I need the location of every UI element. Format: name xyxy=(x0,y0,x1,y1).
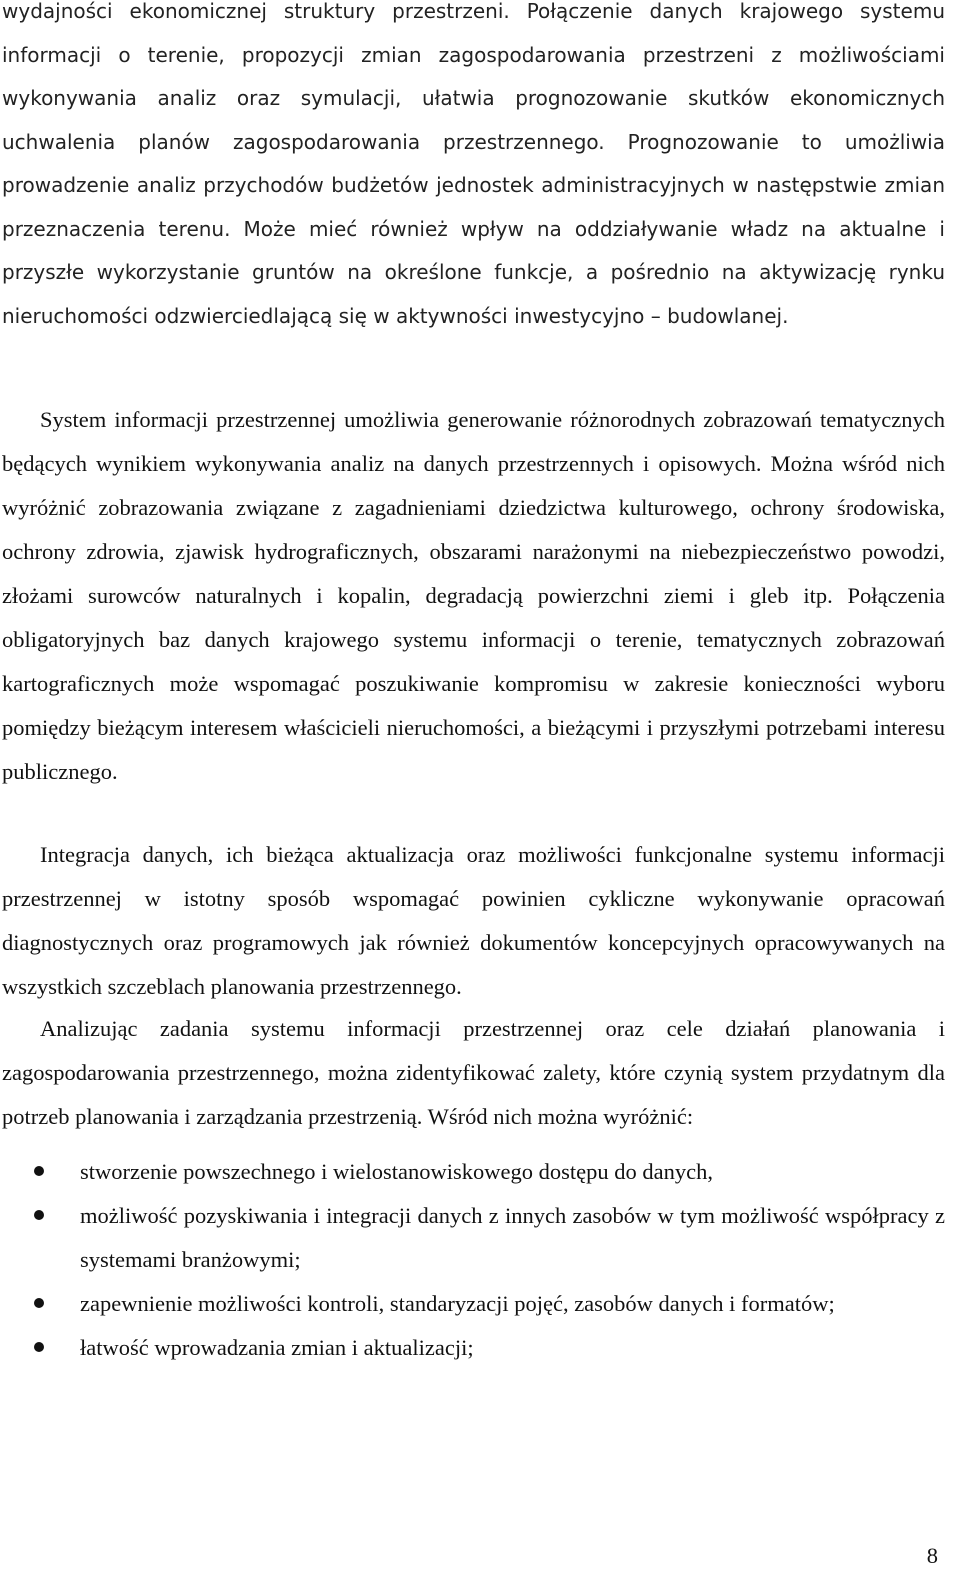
paragraph-economic-efficiency: wydajności ekonomicznej struktury przestrzeni. Połączenie danych krajowego systemu informacji o terenie, propozycji zmian zagospodarowania przestrzeni z możliwościami wykonywania analiz oraz symulacji, ułatwia prognozowanie skutków ekonomicznych uchwalenia planów zagospodarowania przestrzennego. Prognozowanie to umożliwia prowadzenie analiz przychodów budżetów jednostek administracyjnych w następstwie zmian przeznaczenia terenu. Może mieć również wpływ na oddziaływanie władz na aktualne i przyszłe wykorzystanie gruntów na określone funkcje, a pośrednio na aktywizację rynku nieruchomości odzwierciedlającą się w aktywności inwestycyjno – budowlanej. xyxy=(2,0,945,328)
list-item-text: zapewnienie możliwości kontroli, standaryzacji pojęć, zasobów danych i formatów; xyxy=(80,1291,835,1316)
list-item xyxy=(0,1194,945,1282)
paragraph-data-integration: Integracja danych, ich bieżąca aktualizacja oraz możliwości funkcjonalne systemu informacji przestrzennej w istotny sposób wspomagać powinien cykliczne wykonywanie opracowań diagnostycznych oraz programowych jak również dokumentów koncepcyjnych opracowywanych na wszystkich szczeblach planowania przestrzennego. xyxy=(2,842,945,999)
list-item-text: łatwość wprowadzania zmian i aktualizacji; xyxy=(80,1335,474,1360)
list-item xyxy=(0,1326,945,1370)
list-item-text: stworzenie powszechnego i wielostanowiskowego dostępu do danych, xyxy=(80,1159,713,1184)
paragraph-thematic-visualizations: System informacji przestrzennej umożliwia generowanie różnorodnych zobrazowań tematycznych będących wynikiem wykonywania analiz na danych przestrzennych i opisowych. Można wśród nich wyróżnić zobrazowania związane z zagadnieniami dziedzictwa kulturowego, ochrony środowiska, ochrony zdrowia, zjawisk hydrograficznych, obszarami narażonymi na niebezpieczeństwo powodzi, złożami surowców naturalnych i kopalin, degradacją powierzchni ziemi i gleb itp. Połączenia obligatoryjnych baz danych krajowego systemu informacji o terenie, tematycznych zobrazowań kartograficznych może wspomagać poszukiwanie kompromisu w zakresie konieczności wyboru pomiędzy bieżącym interesem właścicieli nieruchomości, a bieżącymi i przyszłymi potrzebami interesu publicznego. xyxy=(2,407,945,784)
list-item xyxy=(0,1150,945,1194)
bullet-icon xyxy=(34,1298,44,1308)
paragraph-system-advantages: Analizując zadania systemu informacji przestrzennej oraz cele działań planowania i zagospodarowania przestrzennego, można zidentyfikować zalety, które czynią system przydatnym dla potrzeb planowania i zarządzania przestrzenią. Wśród nich można wyróżnić: xyxy=(2,1016,945,1129)
bullet-icon xyxy=(34,1342,44,1352)
list-item-text: możliwość pozyskiwania i integracji danych z innych zasobów w tym możliwość współpracy z systemami branżowymi; xyxy=(80,1203,945,1272)
bullet-icon xyxy=(34,1166,44,1176)
bullet-icon xyxy=(34,1210,44,1220)
page-number: 8 xyxy=(926,1543,938,1568)
list-item xyxy=(0,1282,945,1326)
advantages-list xyxy=(0,1150,945,1370)
